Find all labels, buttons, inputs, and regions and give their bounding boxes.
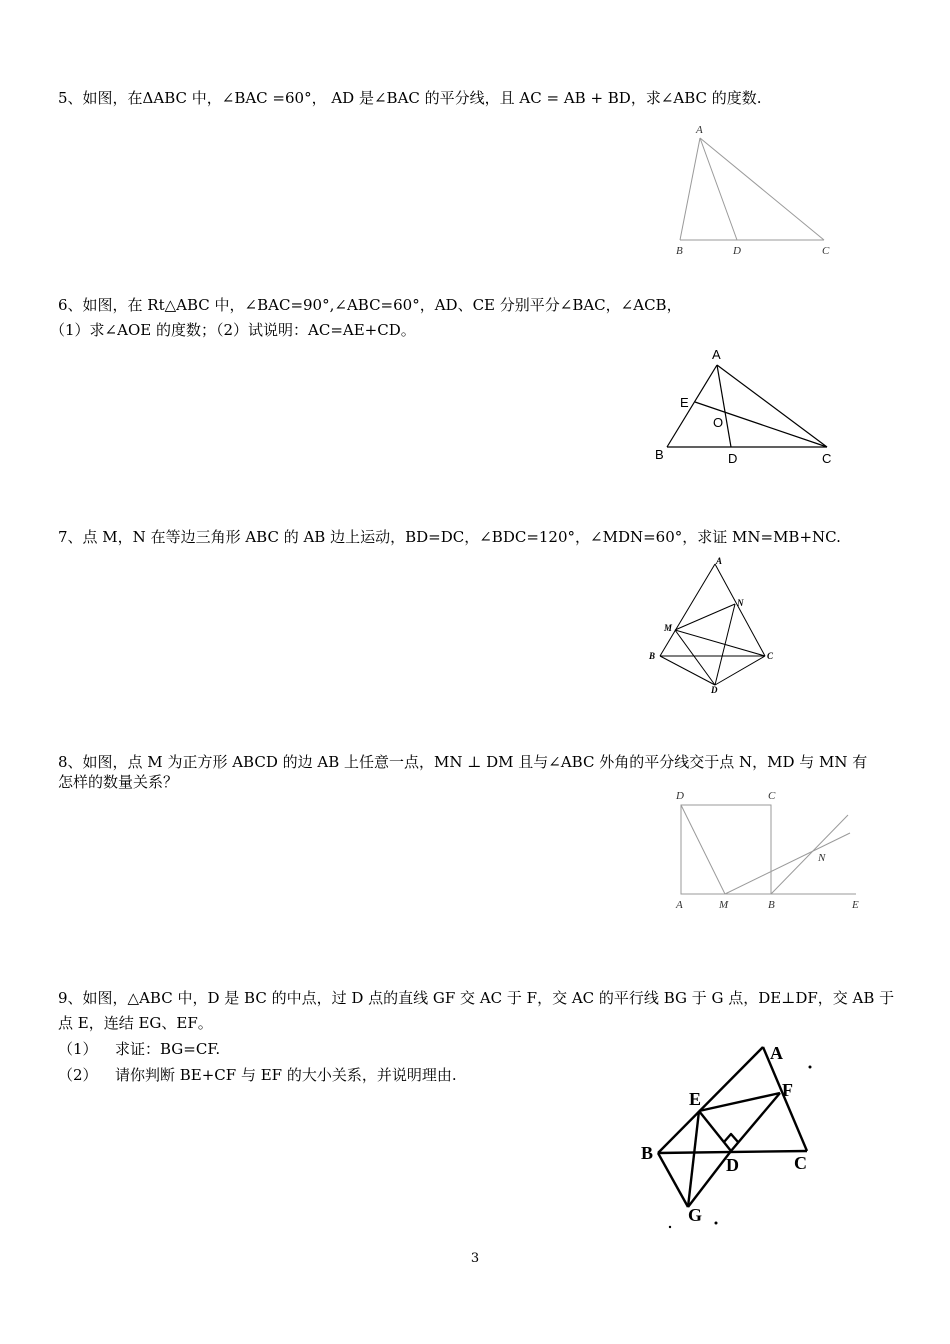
p7-label-d: D <box>711 685 718 695</box>
problem-6-line2: （1）求∠AOE 的度数；（2）试说明：AC=AE+CD。 <box>50 321 416 339</box>
problem-9-line2: 点 E，连结 EG、EF。 <box>58 1014 213 1032</box>
problem-8-figure <box>670 785 870 920</box>
problem-6-line1: 6、如图，在 Rt△ABC 中，∠BAC=90°,∠ABC=60°，AD、CE 分别平分∠BAC，∠ACB， <box>58 296 682 314</box>
p6-label-c: C <box>822 451 832 466</box>
p8-label-d: D <box>676 790 684 802</box>
p9-label-g: G <box>688 1205 703 1225</box>
p7-label-c: C <box>767 651 774 661</box>
p5-label-b: B <box>676 245 683 257</box>
problem-5-text: 5、如图，在ΔABC 中，∠BAC =60°， AD 是∠BAC 的平分线，且 AC = AB + BD，求∠ABC 的度数. <box>58 89 762 107</box>
p8-label-b: B <box>768 899 775 911</box>
p8-label-a: A <box>676 899 683 911</box>
problem-9-sub2-text: 请你判断 BE+CF 与 EF 的大小关系，并说明理由. <box>115 1066 457 1084</box>
p5-label-a: A <box>696 124 703 136</box>
problem-7-figure <box>640 552 800 702</box>
p8-label-c: C <box>768 790 776 802</box>
p5-label-c: C <box>822 245 830 257</box>
p9-label-b: B <box>641 1143 654 1163</box>
p9-label-c: C <box>794 1153 807 1173</box>
p7-label-m: M <box>664 623 673 633</box>
p9-label-e: E <box>689 1089 702 1109</box>
p6-label-a: A <box>712 347 721 362</box>
p9-label-a: A <box>770 1043 783 1063</box>
p6-label-e: E <box>680 395 689 410</box>
p8-label-n: N <box>818 852 826 864</box>
p6-label-d: D <box>728 451 738 466</box>
p9-label-d: D <box>726 1155 739 1175</box>
problem-5-figure <box>660 118 860 258</box>
problem-9-sub2-num: （2） <box>58 1066 98 1084</box>
p6-label-o: O <box>713 415 724 430</box>
p8-label-m: M <box>719 899 729 911</box>
problem-9-line1: 9、如图，△ABC 中，D 是 BC 的中点，过 D 点的直线 GF 交 AC 于 F，交 AC 的平行线 BG 于 G 点，DE⊥DF，交 AB 于 <box>58 989 895 1007</box>
p7-label-a: A <box>716 556 723 566</box>
p6-label-b: B <box>655 447 664 462</box>
problem-7-text: 7、点 M，N 在等边三角形 ABC 的 AB 边上运动，BD=DC，∠BDC=120°，∠MDN=60°，求证 MN=MB+NC. <box>58 528 841 546</box>
p8-label-e: E <box>852 899 859 911</box>
problem-9-sub1-num: （1） <box>58 1040 98 1058</box>
p7-label-b: B <box>649 651 656 661</box>
problem-6-figure <box>650 345 850 470</box>
p9-dot-mark <box>715 1222 718 1225</box>
page-number: 3 <box>470 1251 480 1266</box>
p7-label-n: N <box>737 598 744 608</box>
problem-9-figure <box>630 1035 840 1235</box>
p9-dot-mark <box>809 1066 812 1069</box>
p9-label-f: F <box>782 1080 793 1100</box>
p9-dot-mark <box>669 1226 671 1228</box>
p5-label-d: D <box>733 245 741 257</box>
problem-9-sub1-text: 求证：BG=CF. <box>115 1040 221 1058</box>
problem-8-line1: 8、如图，点 M 为正方形 ABCD 的边 AB 上任意一点，MN ⊥ DM 且与∠ABC 外角的平分线交于点 N，MD 与 MN 有 <box>58 753 868 771</box>
problem-8-line2: 怎样的数量关系？ <box>58 773 179 791</box>
